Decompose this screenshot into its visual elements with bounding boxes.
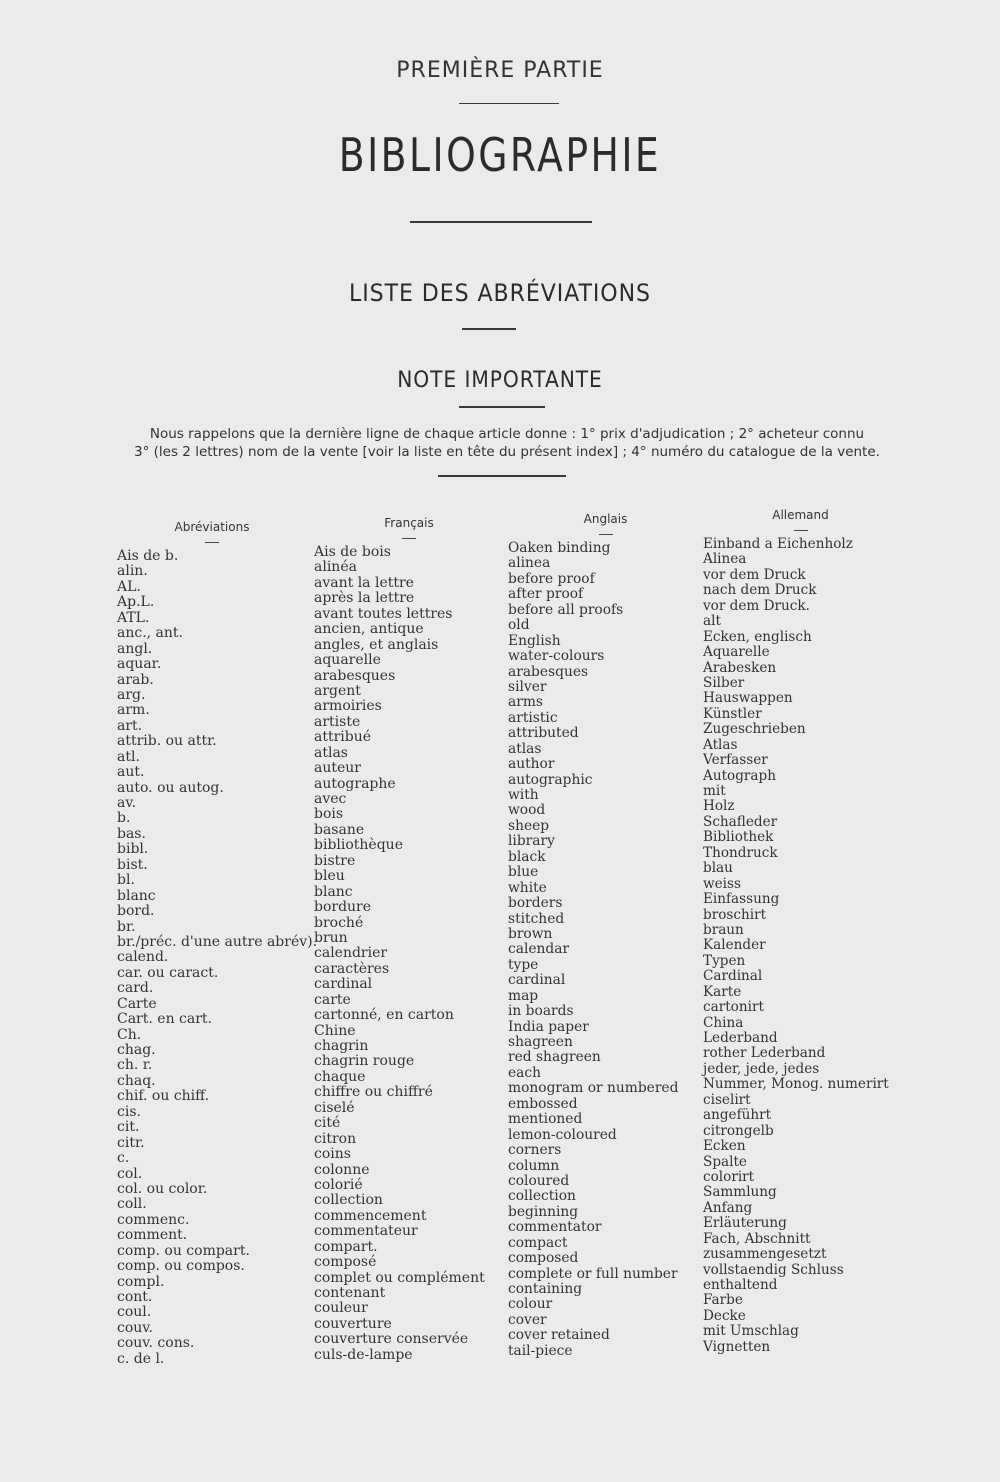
list-item: Silber — [703, 674, 745, 691]
list-item: chaq. — [117, 1072, 156, 1089]
list-item: before all proofs — [508, 601, 624, 618]
rule-1 — [459, 103, 559, 104]
list-item: couleur — [314, 1300, 368, 1317]
list-item: commencement — [314, 1207, 427, 1224]
list-item: Ais de b. — [117, 548, 179, 564]
list-item: silver — [508, 678, 547, 695]
list-item: citron — [314, 1130, 357, 1147]
list-item: commentateur — [314, 1223, 418, 1240]
list-item: Cardinal — [703, 968, 763, 985]
page-title: BIBLIOGRAPHIE — [338, 128, 662, 182]
list-item: br./préc. d'une autre abrév). — [117, 933, 318, 950]
list-item: couverture — [314, 1315, 392, 1332]
list-item: b. — [117, 810, 131, 827]
list-item: bibl. — [117, 841, 149, 858]
column-heading-allemand: Allemand — [772, 508, 829, 522]
list-item: card. — [117, 980, 154, 997]
list-item: calendrier — [314, 945, 388, 962]
list-item: cis. — [117, 1103, 141, 1120]
list-item: Lederband — [703, 1030, 778, 1046]
list-item: bistre — [314, 852, 356, 869]
column-dash — [599, 534, 613, 535]
list-item: arms — [508, 694, 543, 711]
list-item: cont. — [117, 1289, 153, 1305]
list-anglais — [508, 541, 703, 1359]
list-item: Vignetten — [703, 1338, 771, 1355]
list-item: citrongelb — [703, 1122, 774, 1139]
list-item: cartonné, en carton — [314, 1007, 454, 1024]
part-heading: PREMIÈRE PARTIE — [396, 58, 604, 83]
list-item: angl. — [117, 640, 153, 657]
list-item: alinéa — [314, 559, 357, 576]
list-item: column — [508, 1157, 560, 1174]
list-item: wood — [508, 802, 546, 819]
list-item: av. — [117, 795, 137, 811]
list-item: Erläuterung — [703, 1215, 787, 1232]
list-item: Arabesken — [703, 659, 777, 676]
list-item: Anfang — [703, 1199, 753, 1216]
list-item: alin. — [117, 563, 148, 580]
list-francais — [314, 545, 504, 1363]
list-item: compart. — [314, 1238, 378, 1255]
list-item: Carte — [117, 995, 157, 1012]
list-item: Sammlung — [703, 1184, 777, 1201]
list-item: attributed — [508, 725, 579, 742]
list-item: cardinal — [314, 976, 373, 993]
list-item: cover — [508, 1311, 547, 1328]
list-item: c. — [117, 1150, 130, 1167]
column-abbreviations — [117, 520, 318, 1367]
list-item: après la lettre — [314, 590, 415, 607]
list-item: Ecken, englisch — [703, 628, 812, 645]
column-heading-francais: Français — [384, 516, 434, 530]
column-francais — [314, 516, 504, 1363]
list-item: coins — [314, 1146, 351, 1163]
list-item: author — [508, 756, 555, 773]
list-item: auteur — [314, 760, 361, 777]
list-item: braun — [703, 921, 744, 938]
list-item: collection — [314, 1192, 383, 1209]
list-item: compl. — [117, 1273, 165, 1290]
list-item: Alinea — [703, 551, 747, 568]
list-item: corners — [508, 1142, 562, 1159]
list-item: artiste — [314, 713, 361, 730]
list-item: bas. — [117, 825, 146, 842]
list-item: chif. ou chiff. — [117, 1088, 210, 1105]
list-item: carte — [314, 991, 351, 1008]
list-item: avec — [314, 791, 347, 807]
list-item: Karte — [703, 983, 742, 1000]
list-item: chaque — [314, 1068, 366, 1085]
list-item: blanc — [117, 887, 156, 904]
column-allemand — [703, 508, 898, 1355]
list-item: brun — [314, 929, 348, 946]
list-item: coloured — [508, 1172, 570, 1189]
list-item: Cart. en cart. — [117, 1011, 212, 1028]
list-item: compact — [508, 1234, 568, 1251]
list-item: ancien, antique — [314, 621, 424, 638]
column-heading-abbreviations: Abréviations — [174, 520, 250, 534]
list-item: Ap.L. — [117, 594, 155, 611]
list-item: couv. — [117, 1319, 153, 1336]
list-item: auto. ou autog. — [117, 779, 224, 796]
list-item: Hauswappen — [703, 690, 793, 707]
column-dash — [794, 530, 808, 531]
list-item: calendar — [508, 941, 570, 958]
list-item: comment. — [117, 1227, 188, 1244]
list-item: composé — [314, 1254, 377, 1271]
list-item: Decke — [703, 1307, 746, 1324]
list-item: blanc — [314, 883, 353, 900]
list-item: arab. — [117, 671, 154, 688]
list-item: avant la lettre — [314, 574, 414, 591]
list-item: monogram or numbered — [508, 1080, 679, 1097]
list-item: arabesques — [314, 667, 396, 684]
list-item: ciselirt — [703, 1091, 751, 1108]
list-item: with — [508, 787, 539, 803]
list-item: alt — [703, 613, 721, 630]
list-item: bibliothèque — [314, 837, 403, 854]
list-item: cit. — [117, 1119, 140, 1136]
list-item: ciselé — [314, 1099, 355, 1116]
list-item: ch. r. — [117, 1057, 153, 1074]
list-item: angeführt — [703, 1107, 772, 1124]
list-item: before proof — [508, 570, 595, 587]
list-item: avant toutes lettres — [314, 605, 453, 622]
list-item: arg. — [117, 686, 146, 703]
rule-5 — [438, 475, 566, 477]
list-item: attrib. ou attr. — [117, 733, 217, 750]
list-item: old — [508, 617, 530, 634]
list-item: aut. — [117, 764, 145, 781]
list-item: zusammengesetzt — [703, 1246, 827, 1263]
list-item: chag. — [117, 1042, 156, 1058]
list-item: angles, et anglais — [314, 636, 439, 653]
list-item: AL. — [117, 578, 141, 595]
list-item: black — [508, 848, 546, 865]
list-item: after proof — [508, 586, 584, 603]
list-item: water-colours — [508, 648, 605, 665]
list-item: c. de l. — [117, 1350, 165, 1367]
list-item: bord. — [117, 903, 155, 920]
list-item: vor dem Druck. — [703, 597, 810, 614]
list-item: bordure — [314, 899, 372, 916]
list-item: Spalte — [703, 1153, 747, 1170]
list-item: chiffre ou chiffré — [314, 1084, 433, 1101]
list-item: aquarelle — [314, 652, 381, 669]
list-item: broschirt — [703, 906, 767, 923]
list-item: comp. ou compart. — [117, 1242, 250, 1259]
list-item: type — [508, 956, 539, 973]
note-heading: NOTE IMPORTANTE — [397, 368, 603, 393]
list-item: mit — [703, 783, 726, 799]
list-item: Schafleder — [703, 813, 778, 830]
list-item: enthaltend — [703, 1277, 778, 1293]
list-item: cartonirt — [703, 999, 764, 1016]
list-item: China — [703, 1014, 744, 1031]
list-item: br. — [117, 918, 136, 935]
list-item: alinea — [508, 555, 551, 572]
list-item: cité — [314, 1115, 341, 1132]
list-item: Thondruck — [703, 844, 778, 861]
list-item: vor dem Druck — [703, 566, 806, 583]
list-item: Oaken binding — [508, 540, 611, 556]
list-item: borders — [508, 895, 563, 912]
list-item: white — [508, 879, 547, 896]
list-item: argent — [314, 682, 361, 699]
list-item: sheep — [508, 817, 550, 834]
list-item: chagrin rouge — [314, 1053, 415, 1070]
list-item: Einfassung — [703, 891, 780, 908]
list-item: mit Umschlag — [703, 1323, 799, 1340]
list-item: atlas — [508, 740, 542, 757]
list-item: colorié — [314, 1176, 363, 1193]
list-item: bois — [314, 806, 344, 823]
list-item: map — [508, 987, 539, 1004]
list-item: caractères — [314, 960, 390, 977]
list-item: autographe — [314, 775, 396, 792]
list-item: ATL. — [117, 609, 150, 626]
list-item: English — [508, 632, 561, 649]
list-item: Einband a Eichenholz — [703, 536, 853, 552]
list-item: artistic — [508, 709, 558, 726]
list-item: collection — [508, 1188, 576, 1205]
list-item: coul. — [117, 1304, 152, 1321]
list-item: Zugeschrieben — [703, 721, 806, 738]
list-item: coll. — [117, 1196, 147, 1213]
list-item: bleu — [314, 868, 345, 885]
list-item: beginning — [508, 1203, 579, 1220]
list-item: library — [508, 833, 555, 850]
column-dash — [402, 538, 416, 539]
list-item: weiss — [703, 875, 741, 892]
list-item: col. — [117, 1165, 143, 1182]
list-item: Atlas — [703, 736, 738, 753]
list-item: contenant — [314, 1285, 386, 1301]
list-item: Autograph — [703, 767, 776, 784]
list-item: chagrin — [314, 1038, 369, 1054]
list-item: comp. ou compos. — [117, 1258, 245, 1275]
list-item: Chine — [314, 1022, 356, 1039]
list-item: cardinal — [508, 972, 566, 989]
list-item: colonne — [314, 1161, 370, 1178]
rule-3 — [462, 328, 516, 330]
list-item: anc., ant. — [117, 625, 183, 642]
list-item: calend. — [117, 949, 169, 966]
list-item: culs-de-lampe — [314, 1346, 413, 1363]
list-item: blue — [508, 864, 539, 881]
list-item: car. ou caract. — [117, 964, 219, 981]
list-item: red shagreen — [508, 1049, 601, 1066]
list-item: armoiries — [314, 698, 382, 715]
list-item: shagreen — [508, 1034, 573, 1050]
list-item: nach dem Druck — [703, 582, 817, 599]
list-item: Fach, Abschnitt — [703, 1230, 811, 1247]
list-item: citr. — [117, 1134, 145, 1151]
list-item: Kalender — [703, 937, 766, 954]
list-item: autographic — [508, 771, 593, 788]
list-item: art. — [117, 717, 143, 734]
list-item: Farbe — [703, 1292, 743, 1309]
list-item: Bibliothek — [703, 829, 774, 846]
note-paragraph — [112, 425, 902, 461]
list-item: vollstaendig Schluss — [703, 1261, 844, 1278]
list-item: bist. — [117, 856, 148, 873]
list-item: Ais de bois — [314, 544, 391, 560]
column-anglais — [508, 512, 703, 1359]
list-item: stitched — [508, 910, 565, 927]
list-item: blau — [703, 860, 733, 877]
note-line-2: 3° (les 2 lettres) nom de la vente [voir la liste en tête du présent index] ; 4° numéro du catalogue de la vente. — [134, 444, 880, 460]
list-item: colorirt — [703, 1168, 755, 1185]
list-item: attribué — [314, 729, 372, 746]
note-line-1: Nous rappelons que la dernière ligne de chaque article donne : 1° prix d'adjudication ; 2° acheteur connu — [149, 426, 865, 442]
rule-2 — [410, 221, 592, 223]
list-item: mentioned — [508, 1111, 583, 1128]
list-item: Verfasser — [703, 752, 768, 769]
list-item: bl. — [117, 872, 135, 889]
column-heading-anglais: Anglais — [583, 512, 628, 526]
list-item: India paper — [508, 1018, 589, 1035]
list-item: containing — [508, 1281, 583, 1297]
list-item: couv. cons. — [117, 1335, 195, 1352]
list-item: Ch. — [117, 1026, 142, 1043]
list-item: in boards — [508, 1003, 574, 1020]
list-item: Künstler — [703, 705, 762, 722]
list-item: col. ou color. — [117, 1180, 208, 1197]
list-item: commenc. — [117, 1211, 190, 1228]
list-item: basane — [314, 821, 365, 838]
list-item: atl. — [117, 748, 140, 765]
list-item: Nummer, Monog. numerirt — [703, 1076, 889, 1093]
list-item: cover retained — [508, 1327, 610, 1344]
list-item: Holz — [703, 798, 735, 815]
column-dash — [205, 542, 219, 543]
list-item: arm. — [117, 702, 150, 719]
list-item: colour — [508, 1296, 553, 1313]
list-item: aquar. — [117, 656, 162, 673]
list-item: broché — [314, 914, 364, 931]
list-item: Typen — [703, 952, 746, 969]
list-item: brown — [508, 925, 553, 942]
list-item: jeder, jede, jedes — [703, 1060, 820, 1077]
list-item: embossed — [508, 1095, 578, 1112]
list-item: complet ou complément — [314, 1269, 485, 1286]
list-item: rother Lederband — [703, 1045, 826, 1062]
list-allemand — [703, 537, 898, 1355]
list-item: each — [508, 1064, 542, 1081]
list-abbreviations — [117, 548, 318, 1367]
list-item: atlas — [314, 744, 348, 761]
list-item: Ecken — [703, 1138, 746, 1155]
list-item: arabesques — [508, 663, 589, 680]
list-item: tail-piece — [508, 1342, 573, 1359]
list-item: couverture conservée — [314, 1331, 469, 1348]
list-item: lemon-coloured — [508, 1126, 617, 1143]
list-item: composed — [508, 1250, 579, 1267]
list-item: Aquarelle — [703, 644, 770, 661]
list-item: commentator — [508, 1219, 602, 1236]
rule-4 — [459, 406, 545, 408]
list-item: complete or full number — [508, 1265, 678, 1282]
section-title: LISTE DES ABRÉVIATIONS — [349, 279, 651, 307]
